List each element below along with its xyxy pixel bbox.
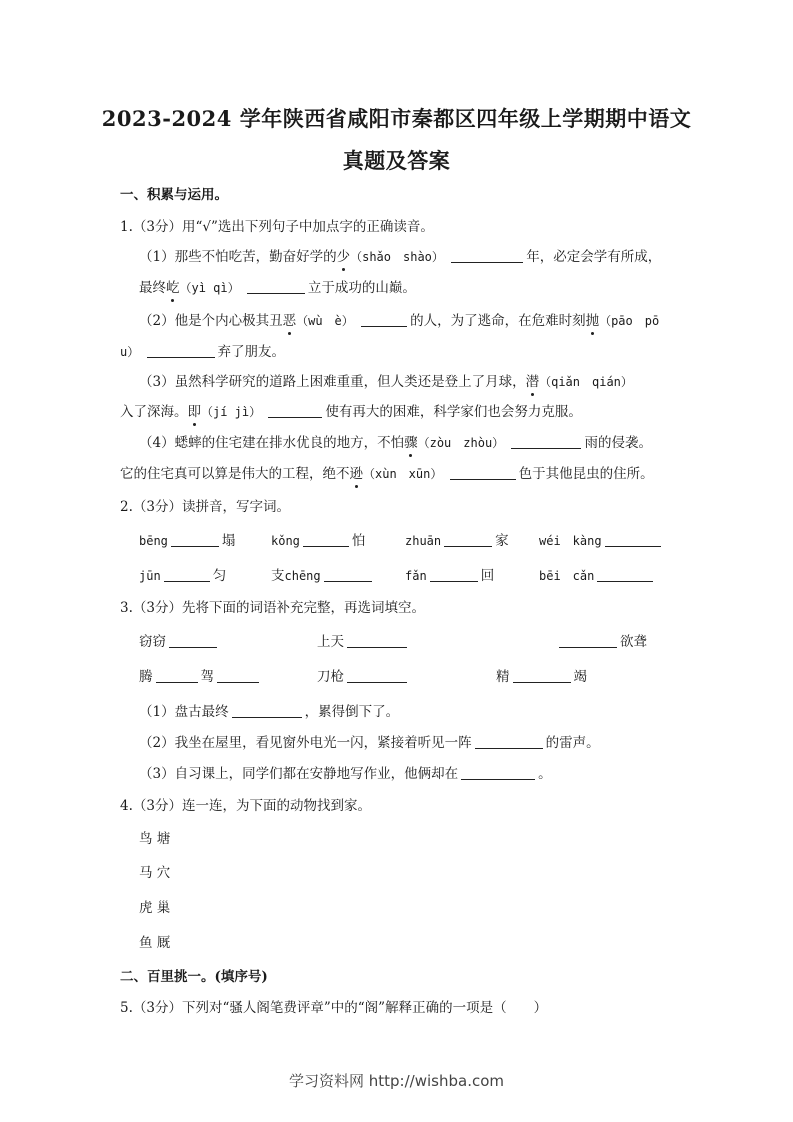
answer-blank[interactable] — [347, 668, 407, 683]
text: 支 — [271, 568, 285, 584]
q4-heading: 4.（3分）连一连，为下面的动物找到家。 — [120, 798, 371, 814]
animal[interactable]: 马 — [139, 865, 153, 881]
q1-sentence-4a — [139, 433, 699, 453]
answer-blank[interactable] — [361, 312, 407, 327]
q3-idiom — [556, 632, 647, 652]
q1-sentence-1b — [139, 278, 699, 298]
q3-idiom — [317, 667, 410, 687]
home[interactable]: 塘 — [156, 831, 171, 847]
answer-blank[interactable] — [347, 633, 407, 648]
q2-heading: 2.（3分）读拼音，写字词。 — [120, 499, 290, 515]
text: 色于其他昆虫的住所。 — [518, 466, 654, 482]
answer-blank[interactable] — [247, 279, 305, 294]
section-heading-1: 一、积累与运用。 — [120, 187, 228, 203]
q1-sentence-4b — [120, 464, 680, 484]
text: 最终 — [139, 280, 166, 296]
q1-sentence-2b — [120, 342, 680, 362]
q4-pair — [139, 829, 170, 849]
dotted-char: 骤 — [404, 435, 418, 451]
answer-blank[interactable] — [475, 734, 543, 749]
text: 上天 — [317, 634, 344, 650]
text: 刀枪 — [317, 669, 344, 685]
text: （1）盘古最终 — [139, 704, 229, 720]
dotted-char: 恶 — [282, 313, 297, 329]
pinyin-options: （yì qì） — [179, 281, 240, 295]
answer-blank[interactable] — [147, 343, 215, 358]
pinyin-options: （qiǎn qián） — [539, 375, 633, 389]
answer-blank[interactable] — [164, 567, 210, 582]
q2-item — [139, 531, 235, 551]
text: 雨的侵袭。 — [584, 435, 652, 451]
answer-blank[interactable] — [430, 567, 478, 582]
document-title-line2: 真题及答案 — [342, 148, 451, 173]
pinyin: jūn — [139, 569, 161, 583]
pinyin-options: （shǎo shào） — [350, 250, 444, 264]
page-footer: 学习资料网 http://wishba.com — [289, 1072, 504, 1090]
answer-blank[interactable] — [450, 465, 516, 480]
pinyin: fǎn — [405, 569, 427, 583]
text: （3）虽然科学研究的道路上困难重重，但人类还是登上了月球， — [139, 374, 526, 390]
answer-blank[interactable] — [444, 532, 492, 547]
text: （4）蟋蟀的住宅建在排水优良的地方，不怕 — [139, 435, 405, 451]
answer-blank[interactable] — [605, 532, 661, 547]
text: 它的住宅真可以算是伟大的工程，绝不 — [120, 466, 350, 482]
pinyin: zhuān — [405, 534, 442, 548]
text: 匀 — [212, 568, 227, 584]
dotted-char: 抛 — [585, 313, 600, 329]
document-title-line1: 2023-2024 学年陕西省咸阳市秦都区四年级上学期期中语文 — [101, 106, 692, 131]
pinyin: bēng — [139, 534, 168, 548]
text: 精 — [496, 669, 510, 685]
answer-blank[interactable] — [156, 668, 198, 683]
q3-idiom — [139, 667, 262, 687]
home[interactable]: 巢 — [156, 900, 171, 916]
text: 。 — [538, 766, 552, 782]
pinyin: chēng — [284, 569, 321, 583]
q2-item — [539, 566, 656, 586]
text: 欲聋 — [620, 634, 647, 650]
q3-idiom — [139, 632, 220, 652]
pinyin-options: （jí jì） — [201, 405, 262, 419]
q2-item — [405, 566, 494, 586]
answer-blank[interactable] — [303, 532, 349, 547]
text: 的人，为了逃命，在危难时刻 — [410, 313, 586, 329]
dotted-char: 即 — [187, 404, 201, 420]
q3-sentence-2 — [139, 733, 699, 753]
answer-blank[interactable] — [461, 765, 535, 780]
pinyin-options: （wù è） — [296, 314, 354, 328]
pinyin: bēi cǎn — [539, 569, 595, 583]
dotted-char: 逊 — [349, 466, 363, 482]
text: 窃窃 — [139, 634, 166, 650]
q2-item — [405, 531, 509, 551]
text: 竭 — [573, 669, 587, 685]
text: 腾 — [139, 669, 153, 685]
text: 立于成功的山巅。 — [307, 280, 416, 296]
home[interactable]: 穴 — [156, 865, 171, 881]
text: 家 — [495, 533, 509, 549]
text: 塌 — [221, 533, 236, 549]
q4-pair — [139, 863, 170, 883]
text: （2）他是个内心极其丑 — [139, 313, 283, 329]
text: 驾 — [200, 669, 214, 685]
dotted-char: 少 — [336, 249, 351, 265]
text: （1）那些不怕吃苦，勤奋好学的 — [139, 249, 337, 265]
pinyin-options: （pāo pō — [599, 314, 660, 328]
animal[interactable]: 虎 — [139, 900, 153, 916]
text: ，累得倒下了。 — [304, 704, 400, 720]
pinyin: kǒng — [271, 534, 300, 548]
q1-sentence-3b — [120, 402, 680, 422]
q3-sentence-3 — [139, 764, 699, 784]
pinyin-options: （xùn xūn） — [363, 467, 443, 481]
q1-sentence-1a — [139, 247, 699, 267]
q1-sentence-2a — [139, 311, 699, 331]
dotted-char: 潜 — [525, 374, 540, 390]
q3-idiom — [317, 632, 410, 652]
q3-heading: 3.（3分）先将下面的词语补充完整，再选词填空。 — [120, 600, 425, 616]
animal[interactable]: 鸟 — [139, 831, 153, 847]
answer-blank[interactable] — [559, 633, 617, 648]
answer-blank[interactable] — [217, 668, 259, 683]
answer-blank[interactable] — [597, 567, 653, 582]
answer-blank[interactable] — [451, 248, 523, 263]
answer-blank[interactable] — [169, 633, 217, 648]
q1-sentence-3a — [139, 372, 699, 392]
answer-blank[interactable] — [171, 532, 219, 547]
answer-blank[interactable] — [232, 703, 302, 718]
text: 年，必定会学有所成， — [526, 249, 662, 265]
q4-pair — [139, 933, 170, 953]
answer-blank[interactable] — [511, 434, 581, 449]
answer-blank[interactable] — [513, 668, 571, 683]
text: 使有再大的困难，科学家们也会努力克服。 — [325, 404, 582, 420]
animal[interactable]: 鱼 — [139, 935, 153, 951]
text: （2）我坐在屋里，看见窗外电光一闪，紧接着听见一阵 — [139, 735, 472, 751]
home[interactable]: 厩 — [156, 935, 171, 951]
q2-item — [271, 566, 375, 586]
pinyin-options: u） — [120, 345, 140, 359]
text: 入了深海。 — [120, 404, 188, 420]
text: （3）自习课上，同学们都在安静地写作业，他俩却在 — [139, 766, 459, 782]
q1-heading: 1.（3分）用“√”选出下列句子中加点字的正确读音。 — [120, 219, 434, 235]
q5-heading: 5.（3分）下列对“骚人阁笔费评章”中的“阁”解释正确的一项是（ ） — [120, 1000, 548, 1016]
section-heading-2: 二、百里挑一。(填序号) — [120, 969, 268, 985]
q2-item — [539, 531, 664, 551]
q2-item — [139, 566, 226, 586]
text: 弃了朋友。 — [217, 344, 286, 360]
pinyin-options: （zòu zhòu） — [417, 436, 505, 450]
text: 的雷声。 — [545, 735, 600, 751]
text: 怕 — [351, 533, 366, 549]
pinyin: wéi kàng — [539, 534, 602, 548]
answer-blank[interactable] — [324, 567, 372, 582]
q2-item — [271, 531, 365, 551]
q3-sentence-1 — [139, 702, 699, 722]
q3-idiom — [496, 667, 587, 687]
q4-pair — [139, 898, 170, 918]
dotted-char: 屹 — [166, 280, 180, 296]
text: 回 — [480, 568, 495, 584]
answer-blank[interactable] — [268, 403, 322, 418]
